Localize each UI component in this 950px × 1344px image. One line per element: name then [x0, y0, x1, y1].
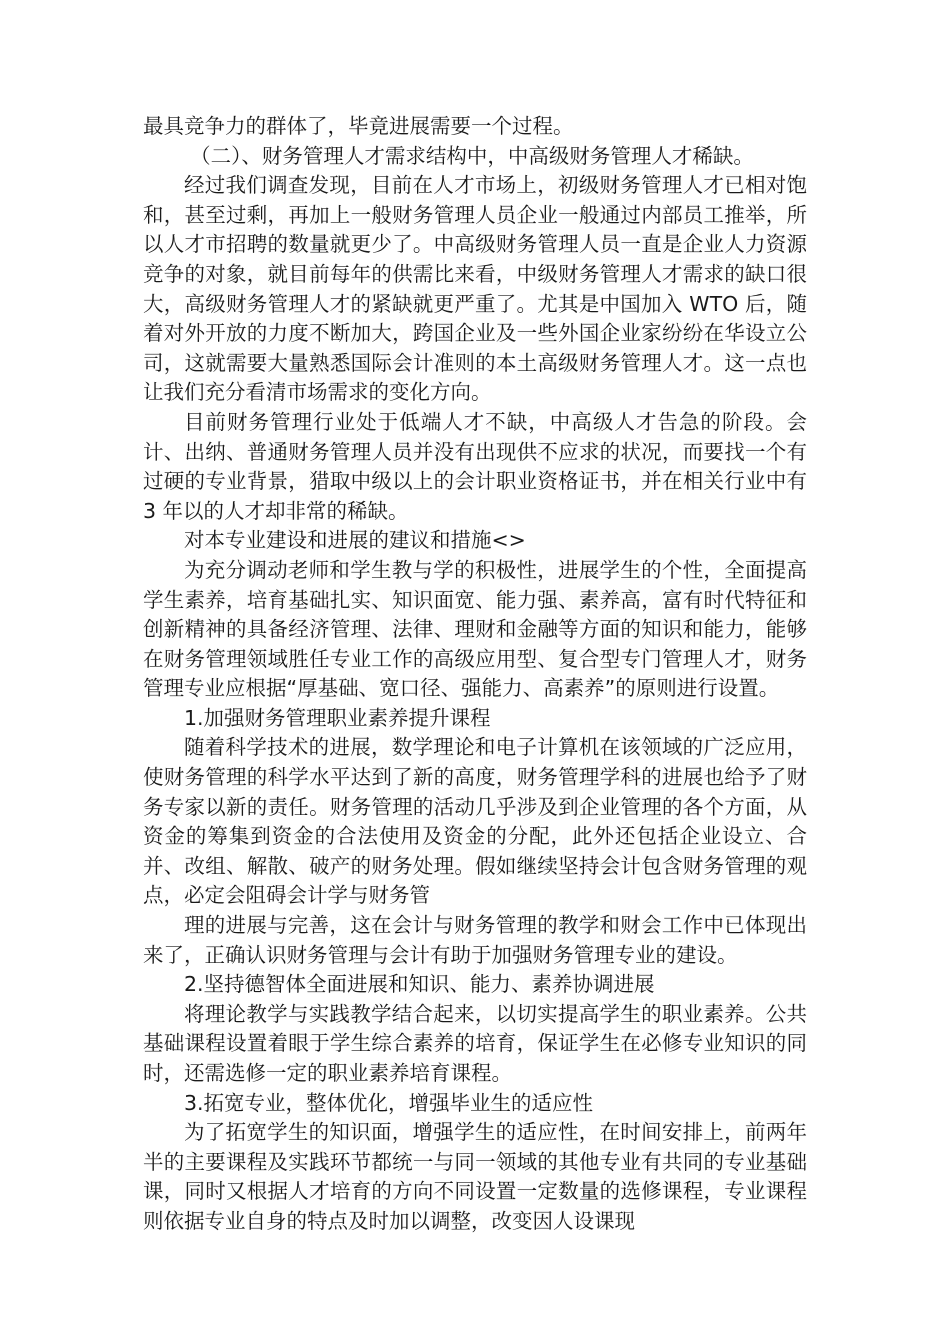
- section-heading-2: （二）、财务管理人才需求结构中，中高级财务管理人才稀缺。: [190, 143, 754, 168]
- paragraph-goals: 为充分调动老师和学生教与学的积极性，进展学生的个性，全面提高学生素养，培育基础扎实、知识面宽、能力强、素养高，富有时代特征和创新精神的具备经济管理、法律、理财和金融等方面的知识和能力，能够在财务管理领域胜任专业工作的高级应用型、复合型专门管理人才，财务管理专业应根据“厚基础、宽口径、强能力、高素养”的原则进行设置。: [143, 557, 807, 701]
- paragraph-continuation: 最具竞争力的群体了，毕竟进展需要一个过程。: [143, 114, 574, 138]
- subheading-3: 3.拓宽专业，整体优化，增强毕业生的适应性: [184, 1090, 594, 1115]
- document-body: [143, 112, 807, 1237]
- paragraph-theory-practice: 将理论教学与实践教学结合起来，以切实提高学生的职业素养。公共基础课程设置着眼于学生综合素养的培育，保证学生在必修专业知识的同时，还需选修一定的职业素养培育课程。: [143, 1001, 807, 1085]
- paragraph-survey: 经过我们调查发现，目前在人才市场上，初级财务管理人才已相对饱和，甚至过剩，再加上一般财务管理人员企业一般通过内部员工推举，所以人才市招聘的数量就更少了。中高级财务管理人员一直是企业人力资源竞争的对象，就目前每年的供需比来看，中级财务管理人才需求的缺口很大，高级财务管理人才的紧缺就更严重了。尤其是中国加入 WTO 后，随着对外开放的力度不断加大，跨国企业及一些外国企业家纷纷在华设立公司，这就需要大量熟悉国际会计准则的本土高级财务管理人才。这一点也让我们充分看清市场需求的变化方向。: [143, 173, 807, 405]
- paragraph-tech-progress: 随着科学技术的进展，数学理论和电子计算机在该领域的广泛应用，使财务管理的科学水平达到了新的高度，财务管理学科的进展也给予了财务专家以新的责任。财务管理的活动几乎涉及到企业管理的各个方面，从资金的筹集到资金的合法使用及资金的分配，此外还包括企业设立、合并、改组、解散、破产的财务处理。假如继续坚持会计包含财务管理的观点，必定会阻碍会计学与财务管: [143, 735, 807, 908]
- section-heading-suggestions: 对本专业建设和进展的建议和措施<>: [184, 528, 526, 553]
- paragraph-broaden-knowledge: 为了拓宽学生的知识面，增强学生的适应性，在时间安排上，前两年半的主要课程及实践环节都统一与同一领域的其他专业有共同的专业基础课，同时又根据人才培育的方向不同设置一定数量的选修课程，专业课程则依据专业自身的特点及时加以调整，改变因人设课现: [143, 1120, 807, 1233]
- subheading-1: 1.加强财务管理职业素养提升课程: [184, 705, 491, 730]
- paragraph-tech-progress-cont: 理的进展与完善，这在会计与财务管理的教学和财会工作中已体现出来了，正确认识财务管理与会计有助于加强财务管理专业的建设。: [143, 913, 807, 967]
- paragraph-industry-status: 目前财务管理行业处于低端人才不缺，中高级人才告急的阶段。会计、出纳、普通财务管理人员并没有出现供不应求的状况，而要找一个有过硬的专业背景，猎取中级以上的会计职业资格证书，并在相关行业中有 3 年以的人才却非常的稀缺。: [143, 409, 807, 523]
- subheading-2: 2.坚持德智体全面进展和知识、能力、素养协调进展: [184, 972, 655, 997]
